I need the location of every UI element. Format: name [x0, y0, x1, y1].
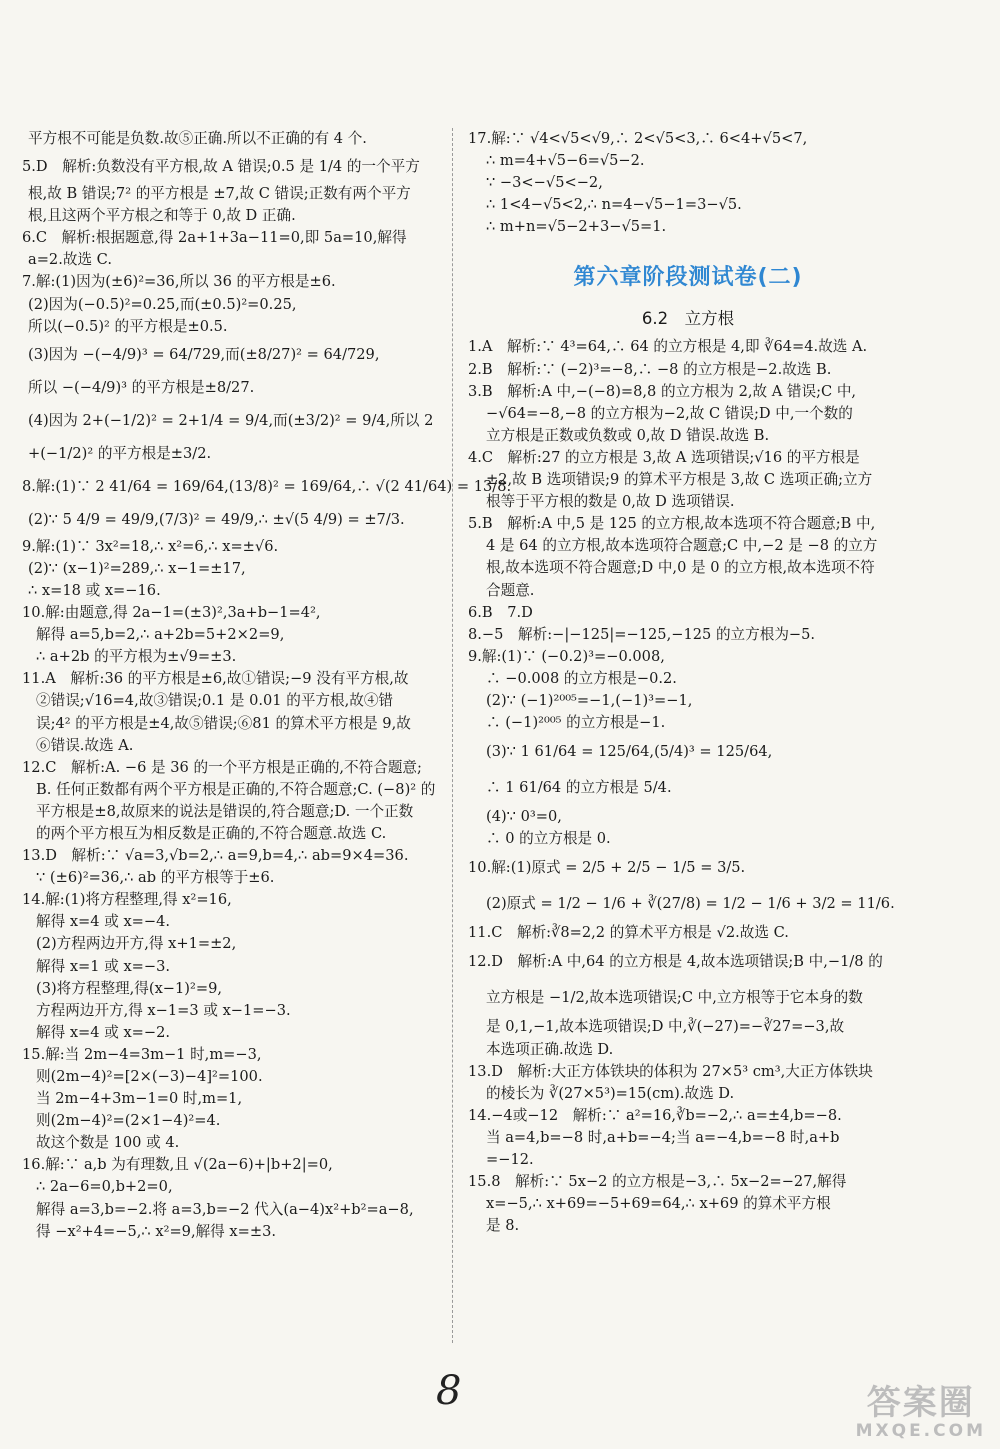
text-line: 6.B 7.D: [468, 603, 533, 621]
handwritten-page-mark: 8: [436, 1368, 462, 1414]
text-line: (2)因为(−0.5)²=0.25,而(±0.5)²=0.25,: [28, 295, 297, 313]
text-line: +(−1/2)² 的平方根是±3/2.: [28, 444, 212, 462]
text-line: 平方根不可能是负数.故⑤正确.所以不正确的有 4 个.: [28, 130, 367, 147]
text-line: ∴ 2a−6=0,b+2=0,: [36, 1178, 173, 1196]
text-line: (3)将方程整理,得(x−1)²=9,: [36, 979, 223, 997]
text-line: 所以(−0.5)² 的平方根是±0.5.: [28, 317, 228, 335]
text-line: 解得 x=4 或 x=−2.: [36, 1023, 171, 1041]
text-line: 7.解:(1)因为(±6)²=36,所以 36 的平方根是±6.: [22, 273, 336, 291]
text-line: ±2,故 B 选项错误;9 的算术平方根是 3,故 C 选项正确;立方: [486, 471, 873, 489]
text-line: ∴ m+n=√5−2+3−√5=1.: [486, 218, 667, 236]
text-line: 9.解:(1)∵ (−0.2)³=−0.008,: [468, 647, 665, 665]
text-line: 根等于平方根的数是 0,故 D 选项错误.: [486, 493, 735, 511]
text-line: ∴ 0 的立方根是 0.: [486, 830, 611, 848]
text-line: 解得 a=3,b=−2.将 a=3,b=−2 代入(a−4)x²+b²=a−8,: [36, 1200, 414, 1218]
text-line: =−12.: [486, 1151, 534, 1168]
text-line: ∴ (−1)²⁰⁰⁵ 的立方根是−1.: [486, 714, 666, 732]
text-line: −√64=−8,−8 的立方根为−2,故 C 错误;D 中,一个数的: [486, 404, 853, 422]
text-line: 合题意.: [486, 581, 535, 599]
text-line: 14.−4或−12 解析:∵ a²=16,∛b=−2,∴ a=±4,b=−8.: [468, 1106, 842, 1124]
text-line: 11.C 解析:∛8=2,2 的算术平方根是 √2.故选 C.: [468, 924, 789, 942]
text-line: 5.D 解析:负数没有平方根,故 A 错误;0.5 是 1/4 的一个平方: [22, 158, 420, 176]
column-divider: [452, 128, 453, 1343]
text-line: 解得 x=4 或 x=−4.: [36, 913, 171, 931]
text-line: 方程两边开方,得 x−1=3 或 x−1=−3.: [36, 1001, 291, 1019]
text-line: ②错误;√16=4,故③错误;0.1 是 0.01 的平方根,故④错: [36, 692, 394, 710]
text-line: 4 是 64 的立方根,故本选项符合题意;C 中,−2 是 −8 的立方: [486, 537, 878, 555]
text-line: 16.解:∵ a,b 为有理数,且 √(2a−6)+|b+2|=0,: [22, 1156, 333, 1174]
text-line: 10.解:由题意,得 2a−1=(±3)²,3a+b−1=4²,: [22, 604, 321, 622]
text-line: ∴ x=18 或 x=−16.: [28, 581, 161, 599]
text-line: 的两个平方根互为相反数是正确的,不符合题意.故选 C.: [36, 824, 387, 842]
text-line: 是 8.: [486, 1217, 520, 1235]
text-line: 12.D 解析:A 中,64 的立方根是 4,故本选项错误;B 中,−1/8 的: [468, 953, 883, 971]
text-line: 故这个数是 100 或 4.: [36, 1134, 180, 1152]
text-line: 15.8 解析:∵ 5x−2 的立方根是−3,∴ 5x−2=−27,解得: [468, 1173, 847, 1191]
text-line: 根,且这两个平方根之和等于 0,故 D 正确.: [28, 207, 296, 225]
text-line: 11.A 解析:36 的平方根是±6,故①错误;−9 没有平方根,故: [22, 670, 409, 688]
text-line: 8.解:(1)∵ 2 41/64 = 169/64,(13/8)² = 169/64,∴ √(2 41/64) = 13/8.: [22, 477, 512, 495]
text-line: 解得 x=1 或 x=−3.: [36, 957, 171, 975]
section-subtitle: 6.2 立方根: [641, 309, 735, 329]
text-line: (2)原式 = 1/2 − 1/6 + ∛(27/8) = 1/2 − 1/6 + 3/2 = 11/6.: [486, 895, 895, 913]
text-line: 17.解:∵ √4<√5<√9,∴ 2<√5<3,∴ 6<4+√5<7,: [468, 130, 808, 147]
text-line: 平方根是±8,故原来的说法是错误的,符合题意;D. 一个正数: [36, 802, 414, 820]
text-line: (4)因为 2+(−1/2)² = 2+1/4 = 9/4,而(±3/2)² = 9/4,所以 2: [28, 411, 434, 429]
watermark-logo: [856, 1385, 986, 1441]
text-line: 立方根是正数或负数或 0,故 D 错误.故选 B.: [486, 426, 770, 444]
text-line: ∵ −3<−√5<−2,: [486, 174, 603, 192]
text-line: 的棱长为 ∛(27×5³)=15(cm).故选 D.: [486, 1084, 735, 1102]
text-line: 根,故 B 错误;7² 的平方根是 ±7,故 C 错误;正数有两个平方: [28, 185, 411, 203]
text-line: 则(2m−4)²=[2×(−3)−4]²=100.: [36, 1068, 263, 1085]
text-line: ∴ 1<4−√5<2,∴ n=4−√5−1=3−√5.: [486, 196, 742, 214]
text-line: 是 0,1,−1,故本选项错误;D 中,∛(−27)=−∛27=−3,故: [486, 1018, 845, 1036]
text-line: 当 2m−4+3m−1=0 时,m=1,: [36, 1090, 243, 1108]
text-line: 4.C 解析:27 的立方根是 3,故 A 选项错误;√16 的平方根是: [468, 448, 860, 466]
text-line: 则(2m−4)²=(2×1−4)²=4.: [36, 1112, 221, 1130]
text-line: 误;4² 的平方根是±4,故⑤错误;⑥81 的算术平方根是 9,故: [36, 714, 411, 732]
text-line: (3)∵ 1 61/64 = 125/64,(5/4)³ = 125/64,: [486, 743, 773, 761]
text-line: 10.解:(1)原式 = 2/5 + 2/5 − 1/5 = 3/5.: [468, 859, 746, 877]
text-line: ⑥错误.故选 A.: [36, 736, 134, 754]
text-line: (2)∵ (x−1)²=289,∴ x−1=±17,: [28, 559, 246, 577]
text-line: 9.解:(1)∵ 3x²=18,∴ x²=6,∴ x=±√6.: [22, 537, 279, 555]
text-line: (2)∵ 5 4/9 = 49/9,(7/3)² = 49/9,∴ ±√(5 4/9) = ±7/3.: [28, 510, 405, 528]
text-line: 所以 −(−4/9)³ 的平方根是±8/27.: [28, 378, 255, 396]
text-line: 2.B 解析:∵ (−2)³=−8,∴ −8 的立方根是−2.故选 B.: [468, 360, 832, 378]
text-line: (2)∵ (−1)²⁰⁰⁵=−1,(−1)³=−1,: [486, 691, 693, 709]
text-line: 14.解:(1)将方程整理,得 x²=16,: [22, 891, 232, 909]
watermark-url: MXQE.COM: [855, 1421, 986, 1441]
text-line: 15.解:当 2m−4=3m−1 时,m=−3,: [22, 1045, 262, 1063]
text-line: 解得 a=5,b=2,∴ a+2b=5+2×2=9,: [36, 626, 285, 644]
text-line: 13.D 解析:大正方体铁块的体积为 27×5³ cm³,大正方体铁块: [468, 1062, 873, 1080]
text-line: 当 a=4,b=−8 时,a+b=−4;当 a=−4,b=−8 时,a+b: [486, 1128, 840, 1146]
text-line: x=−5,∴ x+69=−5+69=64,∴ x+69 的算术平方根: [486, 1195, 831, 1213]
text-line: ∴ 1 61/64 的立方根是 5/4.: [486, 779, 672, 797]
text-line: 12.C 解析:A. −6 是 36 的一个平方根是正确的,不符合题意;: [22, 758, 422, 776]
right-column: [462, 128, 914, 1237]
text-line: ∴ m=4+√5−6=√5−2.: [486, 152, 645, 170]
watermark-title: 答案圈: [866, 1383, 975, 1423]
text-line: ∴ −0.008 的立方根是−0.2.: [486, 669, 677, 687]
text-line: B. 任何正数都有两个平方根是正确的,不符合题意;C. (−8)² 的: [36, 780, 436, 798]
text-line: a=2.故选 C.: [28, 251, 112, 269]
text-line: 3.B 解析:A 中,−(−8)=8,8 的立方根为 2,故 A 错误;C 中,: [468, 382, 857, 400]
text-line: 8.−5 解析:−|−125|=−125,−125 的立方根为−5.: [468, 625, 816, 643]
text-line: 本选项正确.故选 D.: [486, 1040, 614, 1058]
text-line: 6.C 解析:根据题意,得 2a+1+3a−11=0,即 5a=10,解得: [22, 229, 407, 247]
text-line: (3)因为 −(−4/9)³ = 64/729,而(±8/27)² = 64/729,: [28, 345, 380, 363]
text-line: 立方根是 −1/2,故本选项错误;C 中,立方根等于它本身的数: [486, 989, 863, 1007]
text-line: 13.D 解析:∵ √a=3,√b=2,∴ a=9,b=4,∴ ab=9×4=36.: [22, 847, 409, 865]
text-line: (4)∵ 0³=0,: [486, 808, 562, 826]
text-line: ∴ a+2b 的平方根为±√9=±3.: [36, 648, 237, 666]
text-line: (2)方程两边开方,得 x+1=±2,: [36, 935, 237, 953]
text-line: 根,故本选项不符合题意;D 中,0 是 0 的立方根,故本选项不符: [486, 559, 875, 577]
text-line: 5.B 解析:A 中,5 是 125 的立方根,故本选项不符合题意;B 中,: [468, 515, 876, 533]
text-line: 得 −x²+4=−5,∴ x²=9,解得 x=±3.: [36, 1222, 277, 1240]
text-line: ∵ (±6)²=36,∴ ab 的平方根等于±6.: [36, 869, 275, 887]
section-title: 第六章阶段测试卷(二): [573, 265, 803, 291]
text-line: 1.A 解析:∵ 4³=64,∴ 64 的立方根是 4,即 ∛64=4.故选 A.: [468, 338, 868, 356]
